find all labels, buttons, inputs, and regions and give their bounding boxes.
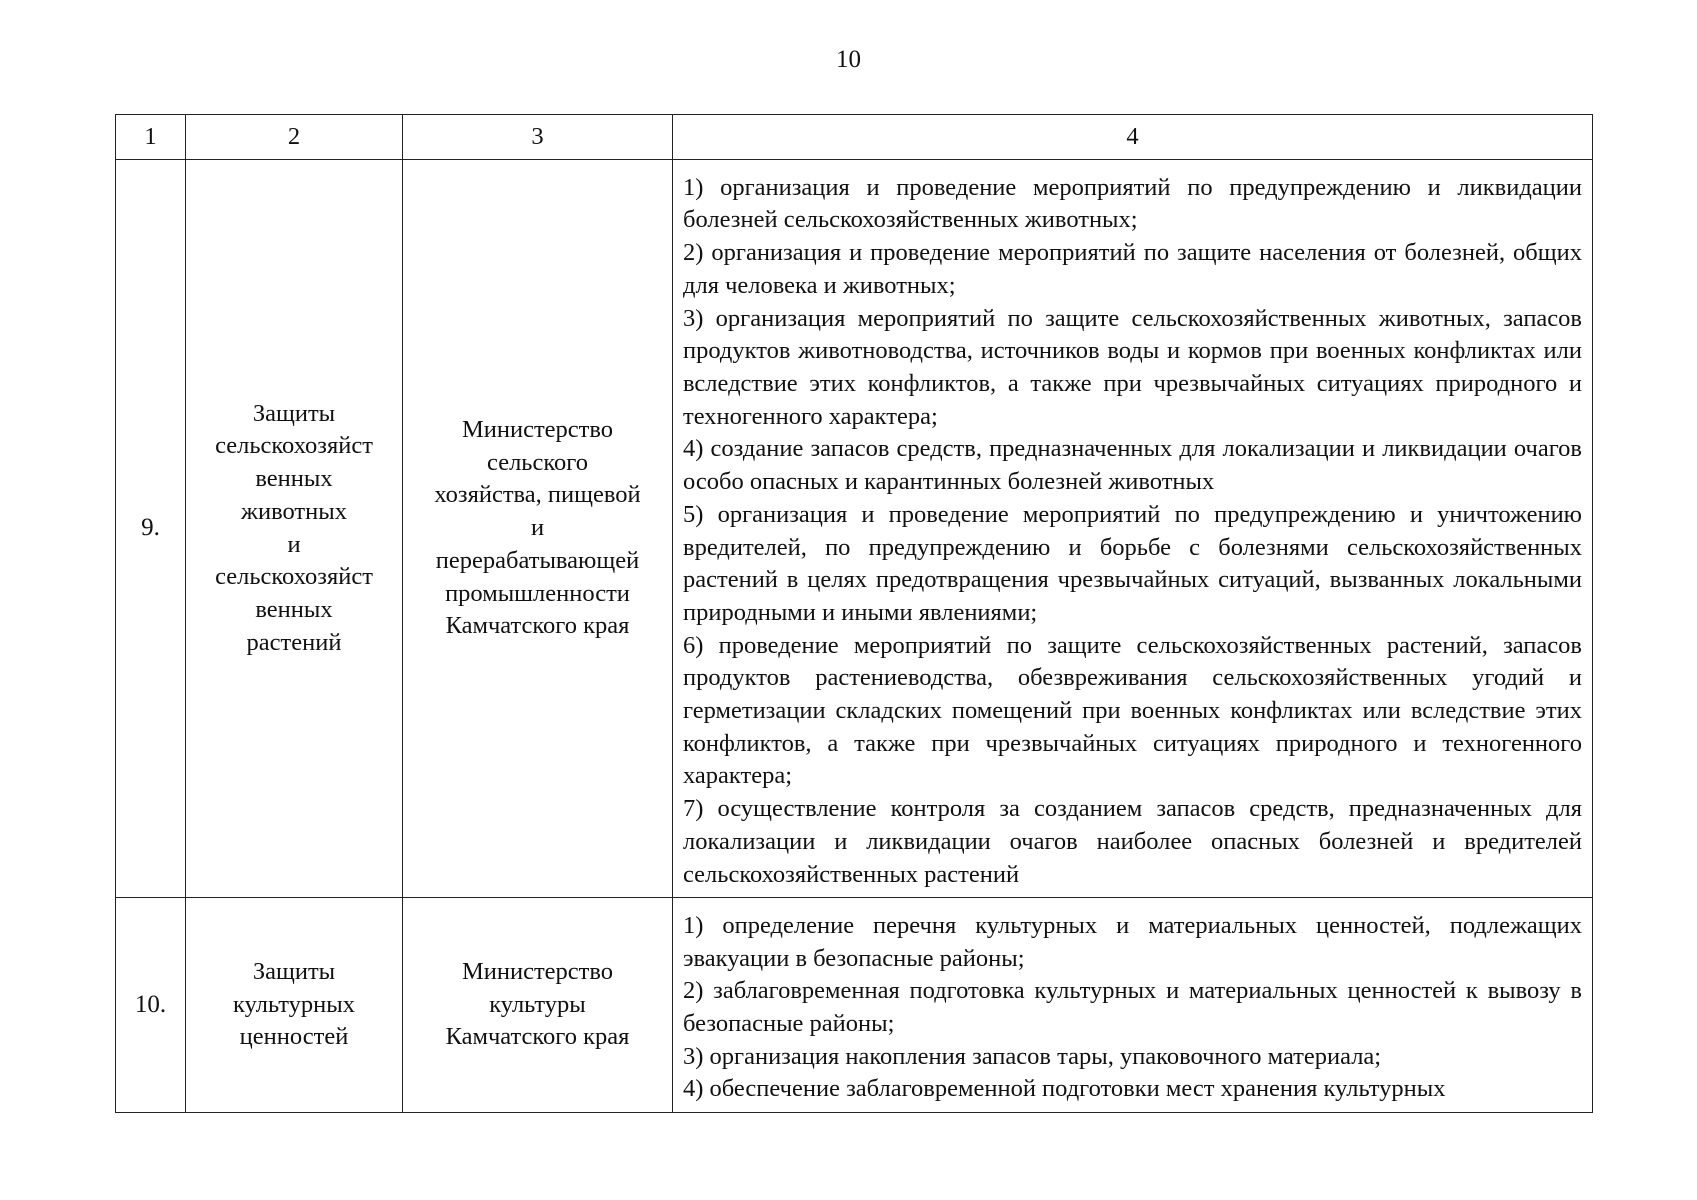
table-row bbox=[116, 160, 1593, 898]
ministry-name-line: промышленности bbox=[445, 579, 630, 607]
services-table bbox=[115, 114, 1593, 1113]
duty-item: 4) обеспечение заблаговременной подготовки мест хранения культурных bbox=[683, 1075, 1446, 1103]
service-name-line: растений bbox=[246, 628, 342, 656]
header-cell-2: 2 bbox=[186, 115, 403, 160]
duty-item: 1) определение перечня культурных и материальных ценностей, подлежащих эвакуации в безопасные районы; bbox=[683, 911, 1582, 972]
service-name-line: Защиты bbox=[252, 957, 336, 985]
duty-item: 3) организация накопления запасов тары, упаковочного материала; bbox=[683, 1042, 1382, 1070]
duty-item: 3) организация мероприятий по защите сельскохозяйственных животных, запасов продуктов животноводства, источников воды и кормов при военных конфликтах или вследствие этих конфликтов, а также при чрезвычайных ситуациях природного и техногенного характера; bbox=[683, 304, 1582, 430]
ministry-name-line: культуры bbox=[489, 990, 586, 1018]
ministry-name-line: и bbox=[530, 514, 545, 542]
duties-cell bbox=[673, 160, 1593, 898]
service-name-line: сельскохозяйст bbox=[215, 563, 373, 591]
table-row bbox=[116, 898, 1593, 1113]
service-name-line: Защиты bbox=[252, 399, 336, 427]
service-name-cell bbox=[186, 160, 403, 898]
ministry-name-line: сельского bbox=[487, 448, 588, 476]
ministry-name-line: Министерство bbox=[461, 957, 614, 985]
duty-item: 1) организация и проведение мероприятий по предупреждению и ликвидации болезней сельскохозяйственных животных; bbox=[683, 173, 1582, 234]
ministry-name-line: хозяйства, пищевой bbox=[434, 481, 641, 509]
service-name-line: и bbox=[287, 530, 301, 558]
header-cell-1: 1 bbox=[116, 115, 186, 160]
row-number: 9. bbox=[116, 160, 186, 898]
duty-item: 2) организация и проведение мероприятий по защите населения от болезней, общих для человека и животных; bbox=[683, 239, 1582, 299]
page-number: 10 bbox=[836, 46, 861, 73]
service-name-cell bbox=[186, 898, 403, 1113]
ministry-name-line: перерабатывающей bbox=[435, 546, 640, 574]
ministry-name-line: Камчатского края bbox=[445, 1023, 630, 1051]
row-number: 10. bbox=[116, 898, 186, 1113]
ministry-name-cell bbox=[403, 898, 673, 1113]
service-name-line: животных bbox=[241, 497, 347, 525]
service-name-line: венных bbox=[255, 595, 333, 623]
service-name-line: сельскохозяйст bbox=[215, 432, 373, 460]
ministry-name-cell bbox=[403, 160, 673, 898]
ministry-name-line: Министерство bbox=[461, 416, 614, 444]
duty-item: 5) организация и проведение мероприятий по предупреждению и уничтожению вредителей, по предупреждению и борьбе с болезнями сельскохозяйственных растений в целях предотвращения чрезвычайных ситуаций, вызванных локальными природными и иными явлениями; bbox=[683, 500, 1582, 626]
duty-item: 2) заблаговременная подготовка культурных и материальных ценностей к вывозу в безопасные районы; bbox=[683, 977, 1582, 1037]
duty-item: 7) осуществление контроля за созданием запасов средств, предназначенных для локализации и ликвидации очагов наиболее опасных болезней и вредителей сельскохозяйственных растений bbox=[683, 795, 1582, 888]
service-name-line: культурных bbox=[233, 990, 355, 1018]
service-name-line: ценностей bbox=[239, 1023, 349, 1051]
ministry-name-line: Камчатского края bbox=[445, 612, 630, 640]
table-header-row bbox=[116, 115, 1593, 160]
duties-cell bbox=[673, 898, 1593, 1113]
duty-item: 4) создание запасов средств, предназначенных для локализации и ликвидации очагов особо опасных и карантинных болезней животных bbox=[683, 435, 1582, 496]
duty-item: 6) проведение мероприятий по защите сельскохозяйственных растений, запасов продуктов растениеводства, обезвреживания сельскохозяйственных угодий и герметизации складских помещений при военных конфликтах или вследствие этих конфликтов, а также при чрезвычайных ситуациях природного и техногенного характера; bbox=[683, 631, 1582, 790]
header-cell-3: 3 bbox=[403, 115, 673, 160]
header-cell-4: 4 bbox=[673, 115, 1593, 160]
service-name-line: венных bbox=[255, 465, 333, 493]
